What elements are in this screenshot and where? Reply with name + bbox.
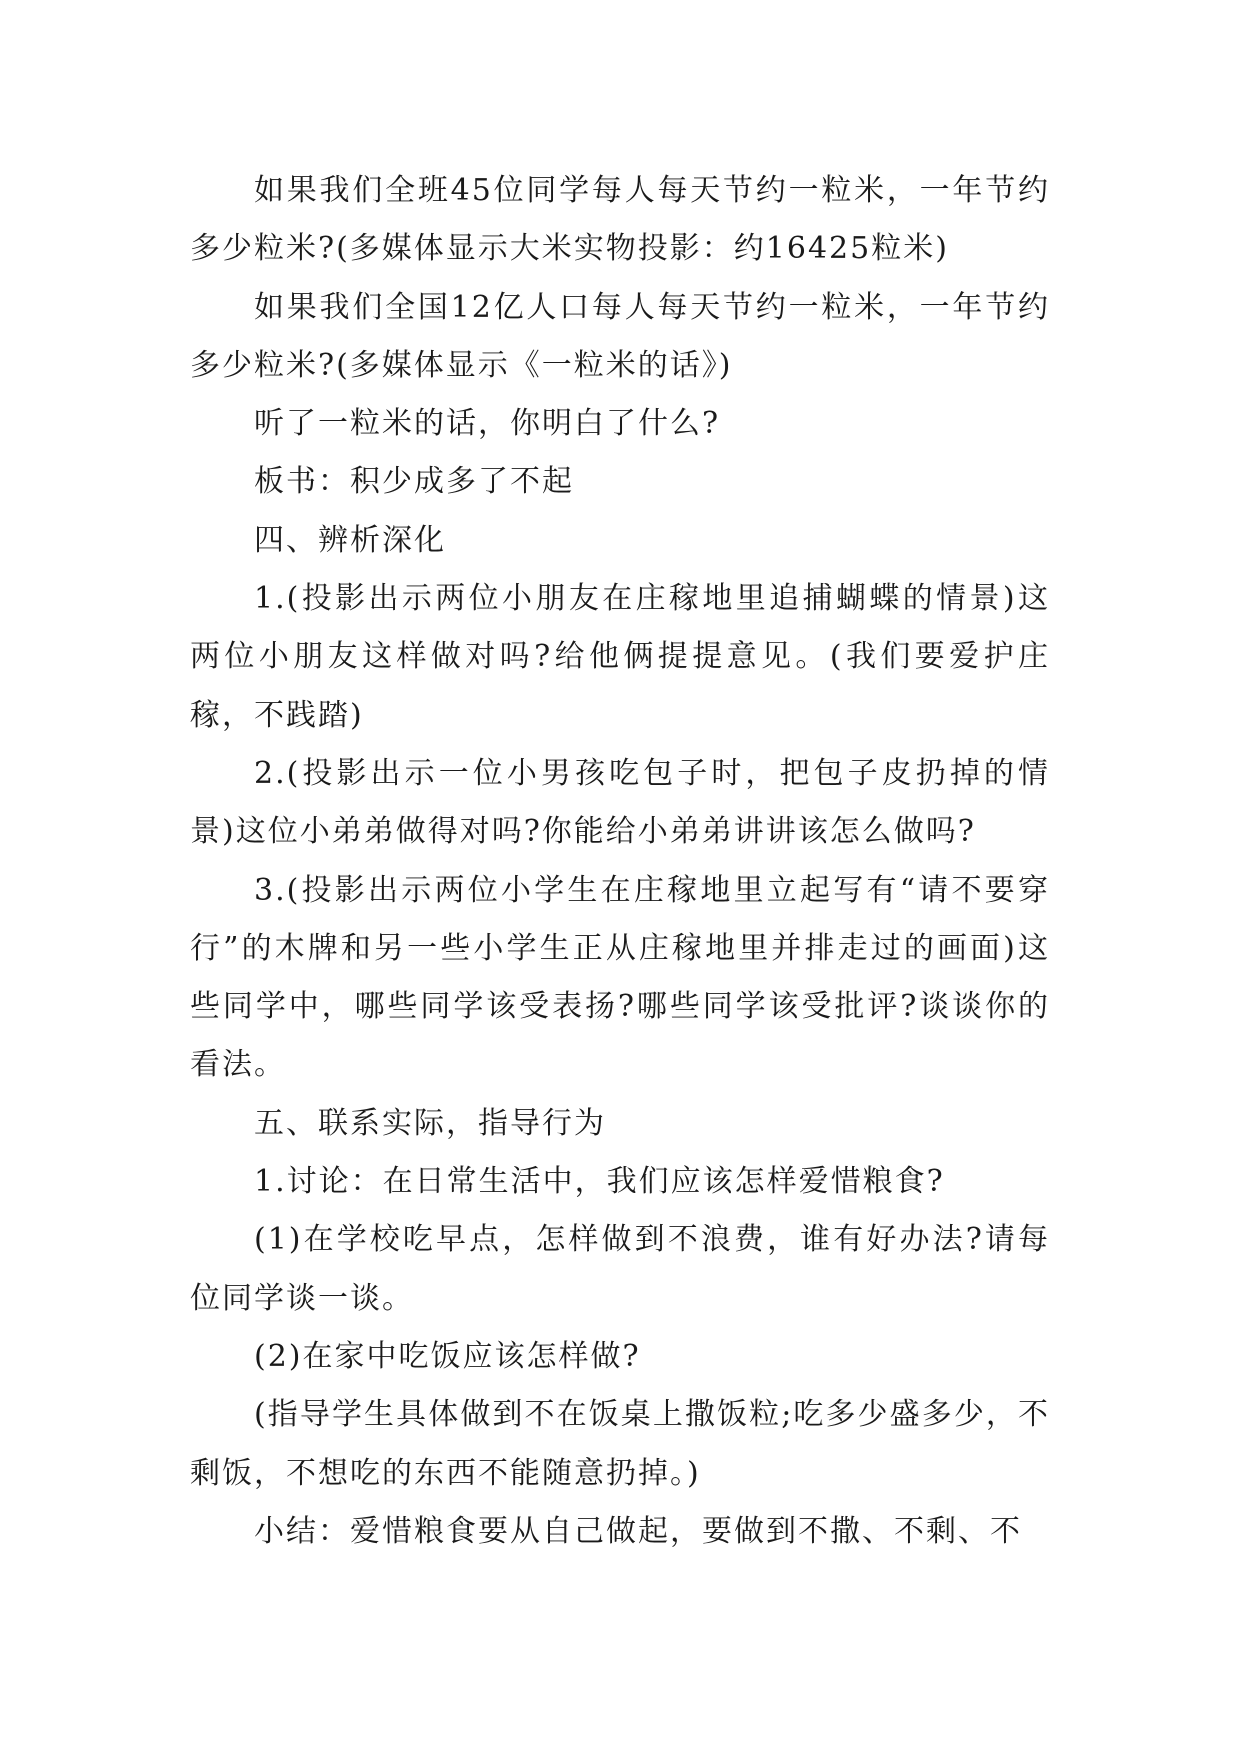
- document-body: [190, 162, 1050, 1561]
- paragraph-blackboard: 板书：积少成多了不起: [254, 464, 574, 500]
- paragraph-summary: 小结：爱惜粮食要从自己做起，要做到不撒、不剩、不: [254, 1513, 1022, 1549]
- paragraph-sub-1: (1)在学校吃早点，怎样做到不浪费，谁有好办法?请每位同学谈一谈。: [190, 1222, 1050, 1316]
- paragraph-sub-2: (2)在家中吃饭应该怎样做?: [254, 1338, 641, 1374]
- paragraph-class-rice-savings: 如果我们全班45位同学每人每天节约一粒米，一年节约多少粒米?(多媒体显示大米实物投影：约16425粒米): [190, 173, 1050, 267]
- section-heading-4: 四、辨析深化: [254, 522, 446, 558]
- paragraph-discussion: 1.讨论：在日常生活中，我们应该怎样爱惜粮食?: [254, 1164, 945, 1200]
- paragraph-question: 听了一粒米的话，你明白了什么?: [254, 406, 721, 442]
- section-heading-5: 五、联系实际，指导行为: [254, 1105, 606, 1141]
- paragraph-guidance: (指导学生具体做到不在饭桌上撒饭粒;吃多少盛多少，不剩饭，不想吃的东西不能随意扔掉。): [190, 1397, 1050, 1491]
- paragraph-item-2: 2.(投影出示一位小男孩吃包子时，把包子皮扔掉的情景)这位小弟弟做得对吗?你能给小弟弟讲讲该怎么做吗?: [190, 755, 1050, 850]
- paragraph-item-1: 1.(投影出示两位小朋友在庄稼地里追捕蝴蝶的情景)这两位小朋友这样做对吗?给他俩提提意见。(我们要爱护庄稼，不践踏): [190, 581, 1050, 733]
- paragraph-item-3: 3.(投影出示两位小学生在庄稼地里立起写有“请不要穿行”的木牌和另一些小学生正从庄稼地里并排走过的画面)这些同学中，哪些同学该受表扬?哪些同学该受批评?谈谈你的看法。: [190, 872, 1050, 1083]
- paragraph-national-rice-savings: 如果我们全国12亿人口每人每天节约一粒米，一年节约多少粒米?(多媒体显示《一粒米的话》): [190, 289, 1050, 383]
